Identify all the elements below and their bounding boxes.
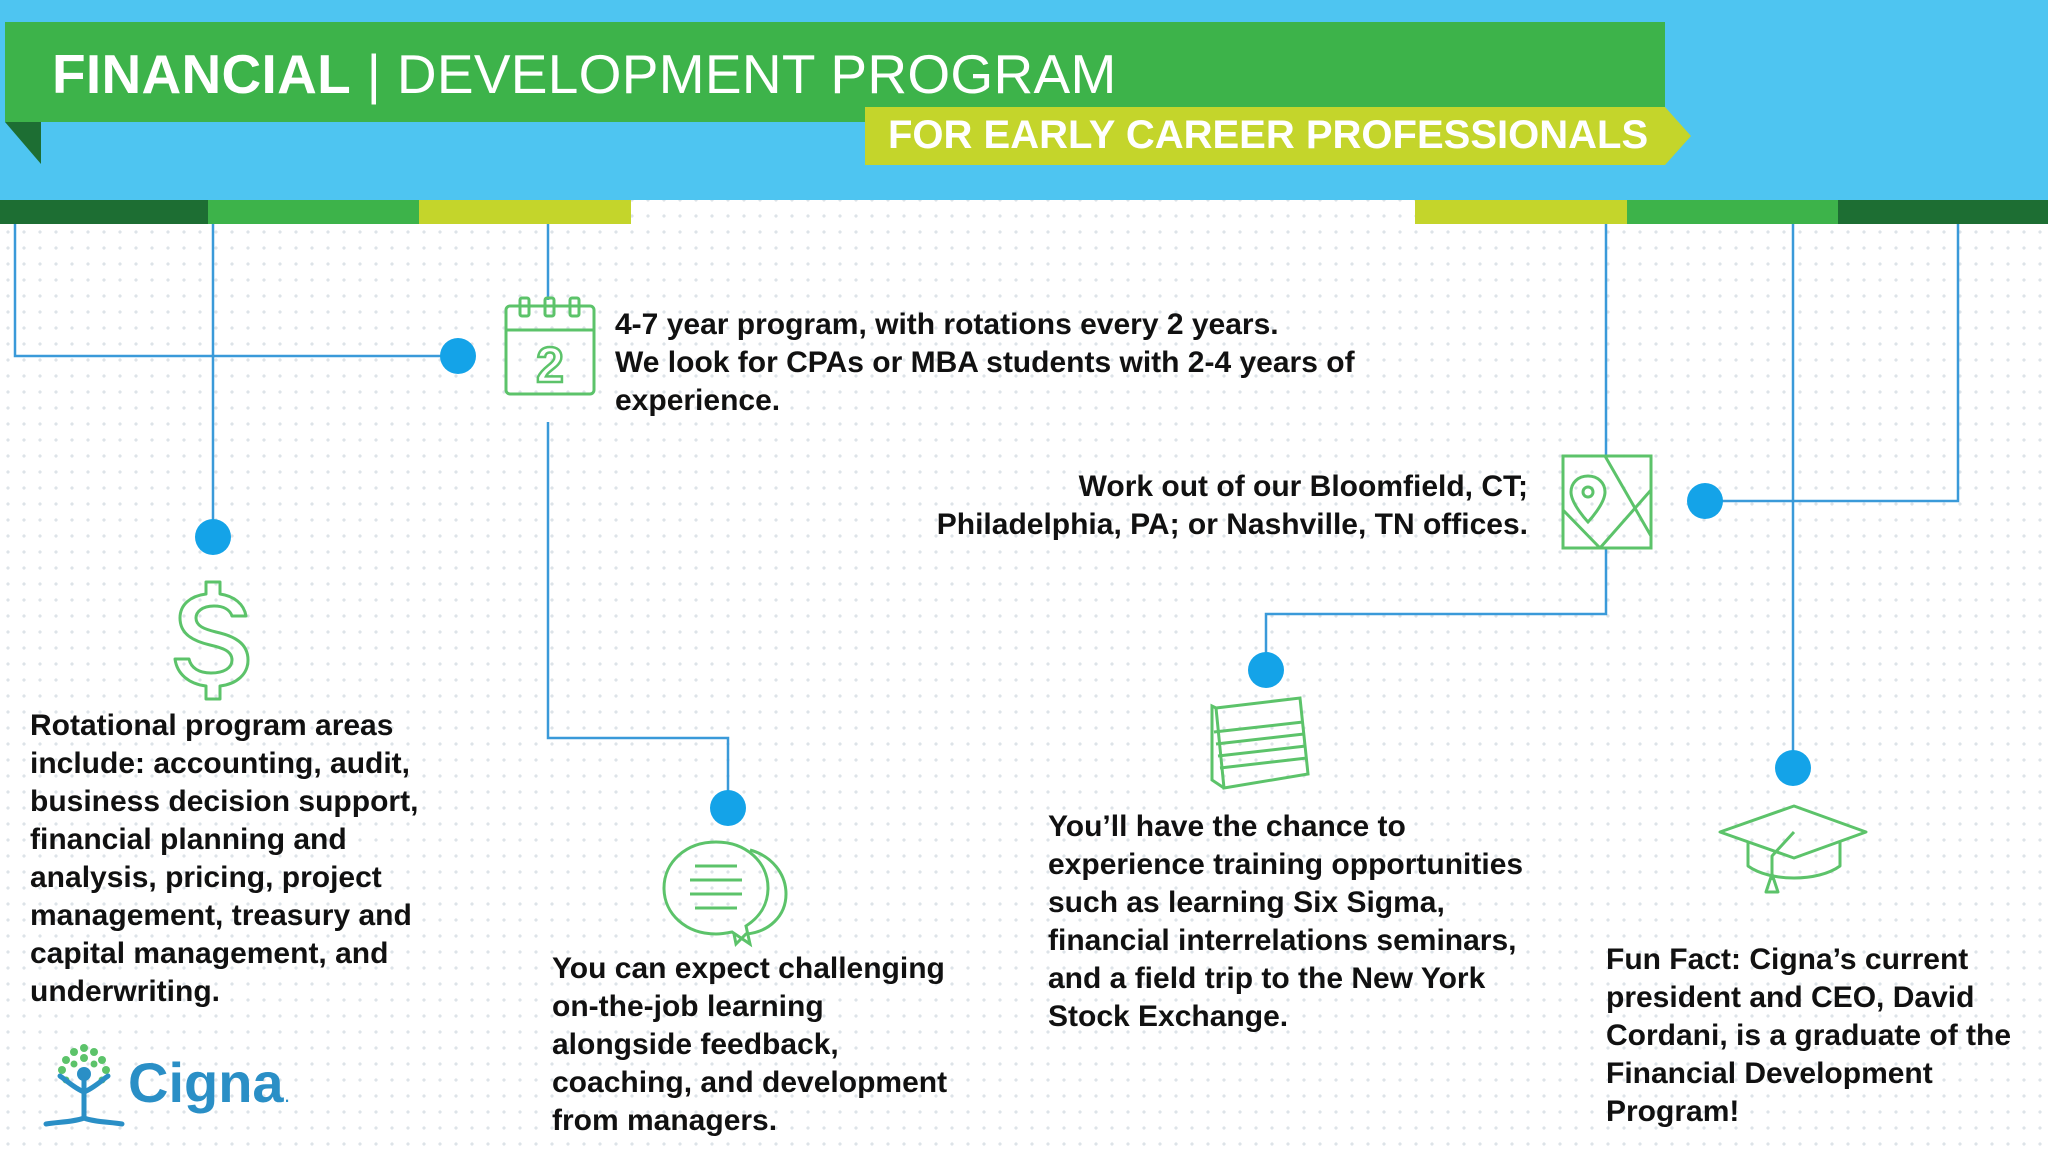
rotation-description [30, 707, 418, 1011]
funfact-line: president and CEO, David [1606, 981, 1975, 1014]
training-line: experience training opportunities [1048, 848, 1524, 881]
funfact-line: Cordani, is a graduate of the [1606, 1019, 2012, 1052]
title-bold: FINANCIAL [52, 43, 352, 105]
connector-location-right [1705, 224, 1958, 501]
learning-line: on-the-job learning [552, 990, 824, 1023]
dot-training [1248, 652, 1284, 688]
program-description [615, 306, 1355, 420]
rotation-line: financial planning and [30, 823, 347, 856]
location-line: Philadelphia, PA; or Nashville, TN offices. [936, 508, 1528, 541]
connector-training [1266, 548, 1606, 670]
dot-location [1687, 483, 1723, 519]
calendar-number: 2 [536, 337, 564, 393]
graduation-cap-icon [1720, 806, 1866, 892]
chat-bubbles-icon [664, 842, 786, 944]
book-icon [1212, 698, 1308, 788]
page-subtitle: FOR EARLY CAREER PROFESSIONALS [888, 113, 1649, 157]
dot-program [440, 338, 476, 374]
learning-line: from managers. [552, 1104, 778, 1137]
learning-line: coaching, and development [552, 1066, 948, 1099]
dot-funfact [1775, 750, 1811, 786]
map-pin-icon [1563, 456, 1651, 548]
location-description [937, 468, 1528, 544]
rotation-line: underwriting. [30, 975, 220, 1008]
training-line: and a field trip to the New York [1048, 962, 1486, 995]
dot-learning [710, 790, 746, 826]
logo-text: Cigna [128, 1051, 284, 1114]
learning-description [552, 950, 947, 1140]
training-description [1048, 808, 1523, 1036]
rotation-line: capital management, and [30, 937, 389, 970]
funfact-line: Fun Fact: Cigna’s current [1606, 943, 1969, 976]
dot-rotation [195, 519, 231, 555]
tree-of-life-icon [46, 1044, 122, 1124]
location-line: Work out of our Bloomfield, CT; [1078, 470, 1528, 503]
program-line: 4-7 year program, with rotations every 2 years. [615, 308, 1279, 341]
learning-line: You can expect challenging [552, 952, 945, 985]
rotation-line: include: accounting, audit, [30, 747, 411, 780]
training-line: You’ll have the chance to [1048, 810, 1406, 843]
funfact-description [1606, 941, 2011, 1131]
training-line: financial interrelations seminars, [1048, 924, 1517, 957]
funfact-line: Financial Development [1606, 1057, 1933, 1090]
title-separator: | [351, 43, 397, 105]
funfact-line: Program! [1606, 1095, 1740, 1128]
logo-mark: . [284, 1082, 291, 1107]
rotation-line: analysis, pricing, project [30, 861, 382, 894]
program-line: We look for CPAs or MBA students with 2-4 years of [615, 346, 1355, 379]
training-line: such as learning Six Sigma, [1048, 886, 1445, 919]
cigna-logo [38, 1040, 308, 1130]
dollar-sign-icon [175, 582, 248, 699]
learning-line: alongside feedback, [552, 1028, 839, 1061]
title-rest: DEVELOPMENT PROGRAM [396, 43, 1117, 105]
rotation-line: Rotational program areas [30, 709, 394, 742]
calendar-icon [506, 298, 594, 394]
program-line: experience. [615, 384, 781, 417]
connector-program [15, 224, 458, 356]
connector-learning [548, 422, 728, 808]
rotation-line: business decision support, [30, 785, 419, 818]
rotation-line: management, treasury and [30, 899, 412, 932]
training-line: Stock Exchange. [1048, 1000, 1289, 1033]
